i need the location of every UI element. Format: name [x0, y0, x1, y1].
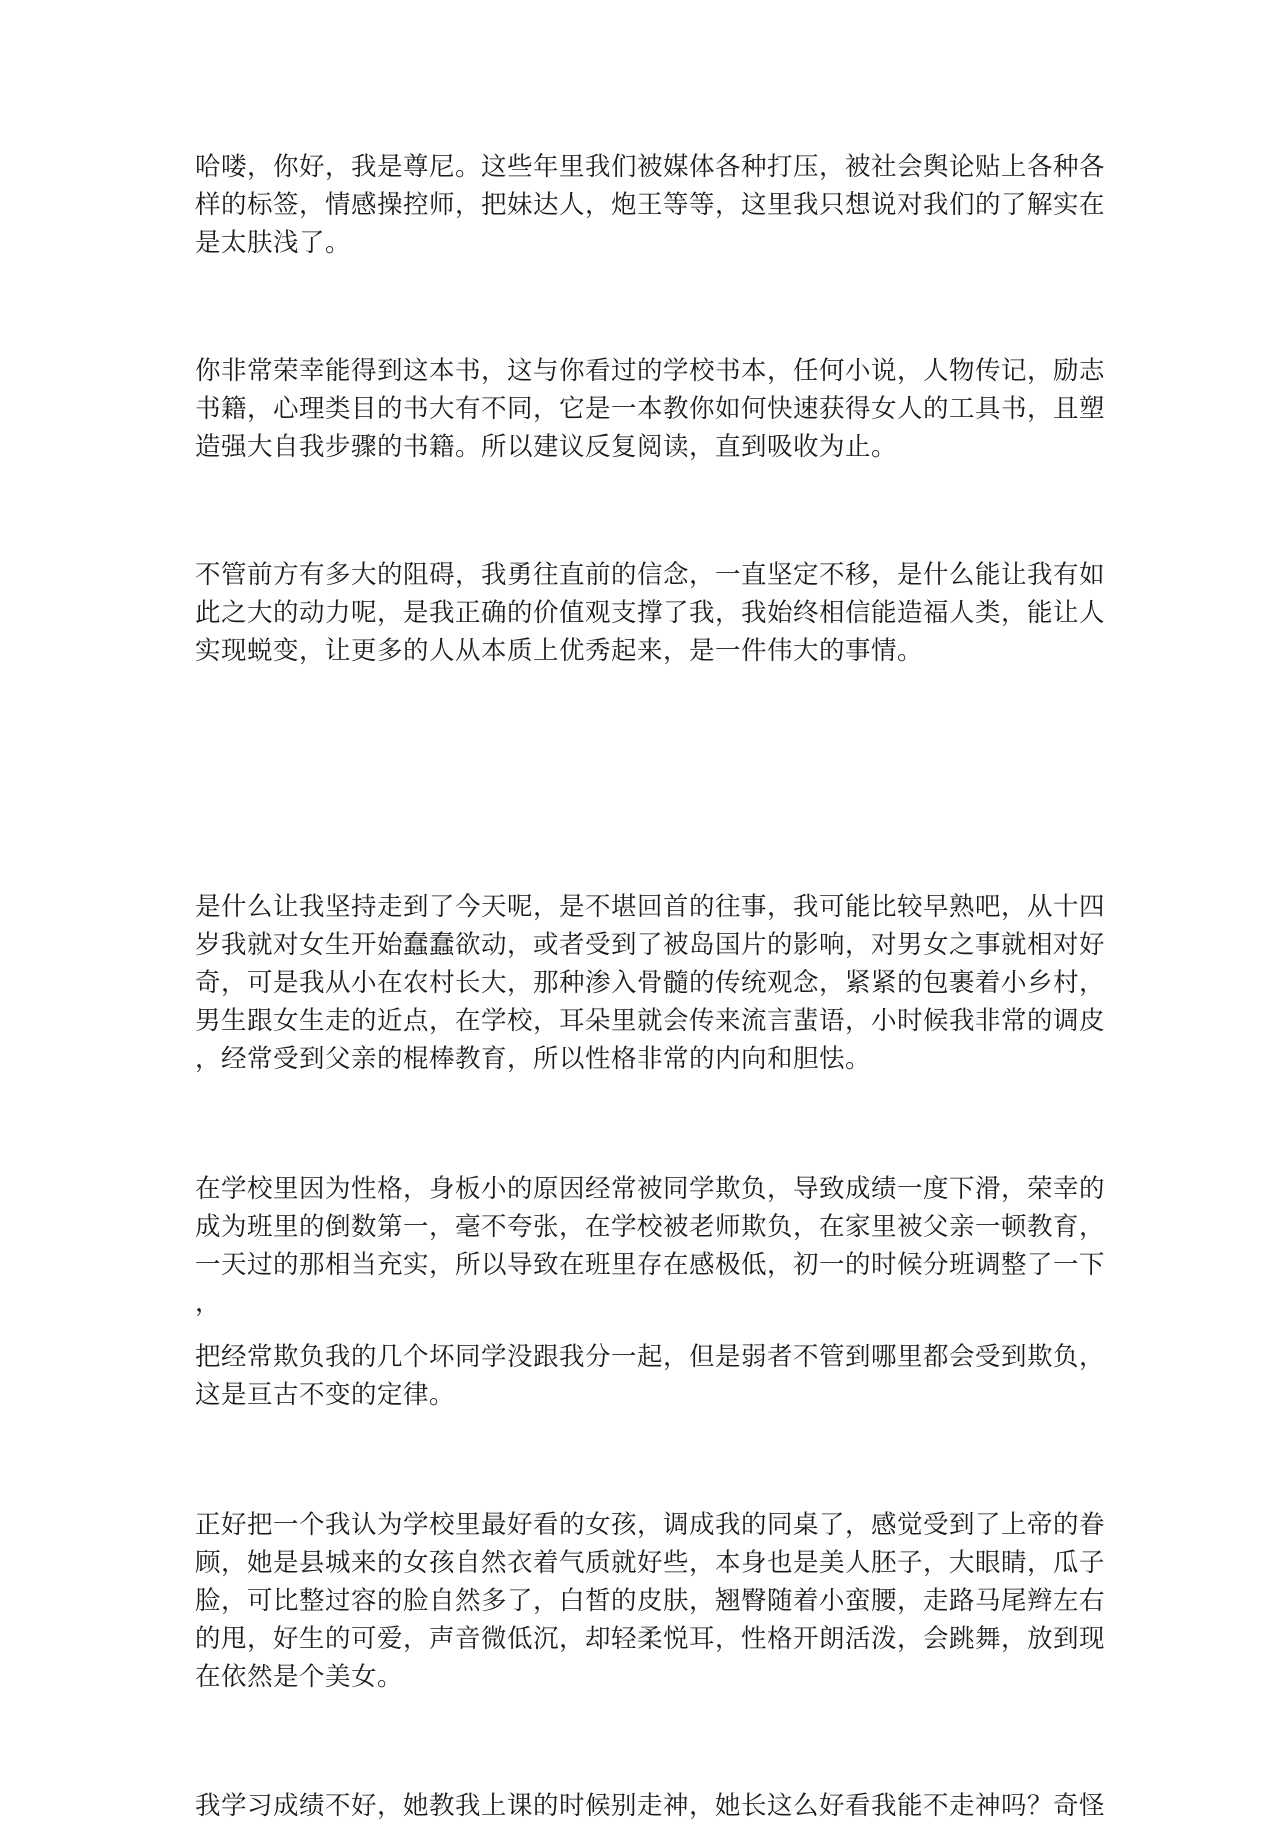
- paragraph-line: 奇，可是我从小在农村长大，那种渗入骨髓的传统观念，紧紧的包裹着小乡村，: [195, 968, 1106, 998]
- paragraph-line: 把经常欺负我的几个坏同学没跟我分一起，但是弱者不管到哪里都会受到欺负，: [195, 1342, 1106, 1372]
- paragraph-3: [195, 556, 1106, 670]
- paragraph-line: 哈喽，你好，我是尊尼。这些年里我们被媒体各种打压，被社会舆论贴上各种各: [195, 152, 1106, 182]
- paragraph-line: 在学校里因为性格，身板小的原因经常被同学欺负，导致成绩一度下滑，荣幸的: [195, 1174, 1106, 1204]
- paragraph-line: 岁我就对女生开始蠢蠢欲动，或者受到了被岛国片的影响，对男女之事就相对好: [195, 930, 1106, 960]
- paragraph-line: 一天过的那相当充实，所以导致在班里存在感极低，初一的时候分班调整了一下: [195, 1250, 1106, 1280]
- paragraph-line: 是什么让我坚持走到了今天呢，是不堪回首的往事，我可能比较早熟吧，从十四: [195, 892, 1106, 922]
- paragraph-line: 在依然是个美女。: [195, 1662, 404, 1692]
- paragraph-line: ，经常受到父亲的棍棒教育，所以性格非常的内向和胆怯。: [195, 1044, 872, 1074]
- paragraph-line: 样的标签，情感操控师，把妹达人，炮王等等，这里我只想说对我们的了解实在: [195, 190, 1106, 220]
- paragraph-7: [195, 1506, 1106, 1696]
- paragraph-line: 是太肤浅了。: [195, 228, 352, 258]
- paragraph-5: [195, 1170, 1106, 1322]
- paragraph-6: [195, 1338, 1106, 1414]
- paragraph-2: [195, 352, 1106, 466]
- paragraph-1: [195, 148, 1106, 262]
- paragraph-line: 这是亘古不变的定律。: [195, 1380, 456, 1410]
- paragraph-line: 的甩，好生的可爱，声音微低沉，却轻柔悦耳，性格开朗活泼，会跳舞，放到现: [195, 1624, 1106, 1654]
- paragraph-line: 正好把一个我认为学校里最好看的女孩，调成我的同桌了，感觉受到了上帝的眷: [195, 1510, 1106, 1540]
- paragraph-line: ，: [195, 1288, 222, 1318]
- paragraph-line: 你非常荣幸能得到这本书，这与你看过的学校书本，任何小说，人物传记，励志: [195, 356, 1106, 386]
- paragraph-line: 成为班里的倒数第一，毫不夸张，在学校被老师欺负，在家里被父亲一顿教育，: [195, 1212, 1106, 1242]
- paragraph-line: 男生跟女生走的近点，在学校，耳朵里就会传来流言蜚语，小时候我非常的调皮: [195, 1006, 1106, 1036]
- paragraph-line: 此之大的动力呢，是我正确的价值观支撑了我，我始终相信能造福人类，能让人: [195, 598, 1106, 628]
- paragraph-line: 我学习成绩不好，她教我上课的时候别走神，她长这么好看我能不走神吗？奇怪: [195, 1791, 1106, 1821]
- paragraph-line: 书籍，心理类目的书大有不同，它是一本教你如何快速获得女人的工具书，且塑: [195, 394, 1106, 424]
- paragraph-4: [195, 888, 1106, 1078]
- paragraph-line: 造强大自我步骤的书籍。所以建议反复阅读，直到吸收为止。: [195, 432, 898, 462]
- paragraph-line: 不管前方有多大的阻碍，我勇往直前的信念，一直坚定不移，是什么能让我有如: [195, 560, 1106, 590]
- paragraph-line: 实现蜕变，让更多的人从本质上优秀起来，是一件伟大的事情。: [195, 636, 924, 666]
- paragraph-8: [195, 1787, 1106, 1825]
- paragraph-line: 脸，可比整过容的脸自然多了，白皙的皮肤，翘臀随着小蛮腰，走路马尾辫左右: [195, 1586, 1106, 1616]
- document-page: [195, 148, 1106, 1825]
- paragraph-line: 顾，她是县城来的女孩自然衣着气质就好些，本身也是美人胚子，大眼睛，瓜子: [195, 1548, 1106, 1578]
